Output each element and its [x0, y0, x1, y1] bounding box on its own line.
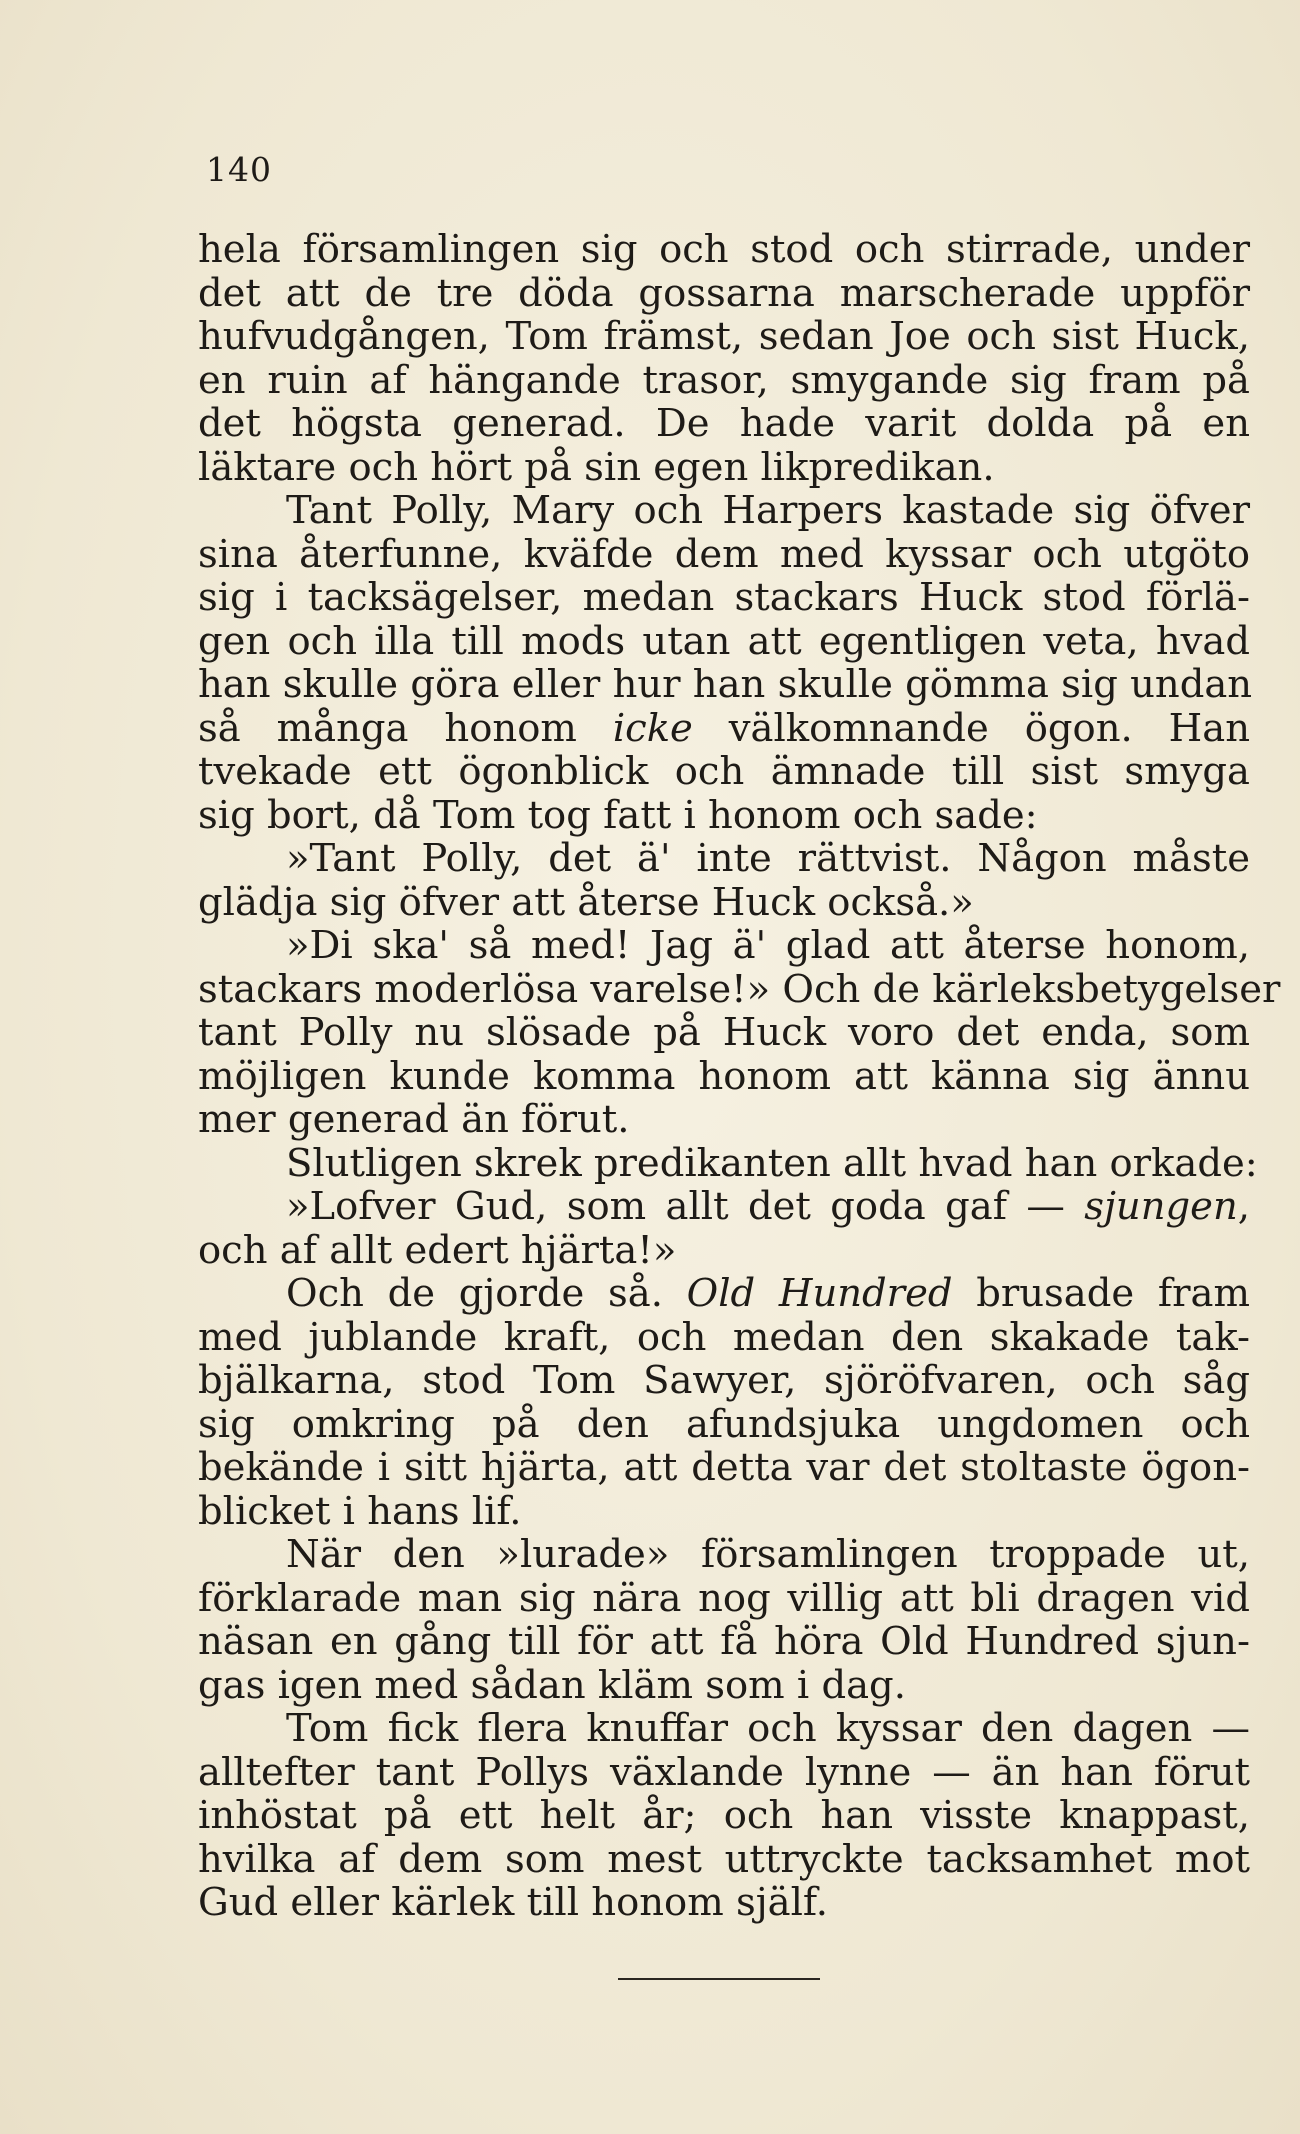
text-run: »Lofver Gud, som allt det goda gaf — — [286, 1184, 1085, 1229]
italic-word: icke — [612, 705, 693, 751]
text-line: sig i tacksägelser, medan stackars Huck stod förlä- — [198, 575, 1250, 620]
text-run: välkomnande ögon. Han — [692, 705, 1250, 751]
text-line: möjligen kunde komma honom att känna sig ännu — [198, 1053, 1250, 1099]
text-line: gen och illa till mods utan att egentligen veta, hvad — [198, 618, 1250, 664]
text-line: läktare och hört på sin egen likpredikan. — [198, 444, 995, 490]
text-line: sig omkring på den afundsjuka ungdomen och — [198, 1401, 1250, 1447]
text-line: bjälkarna, stod Tom Sawyer, sjöröfvaren, och såg — [198, 1358, 1250, 1403]
text-line: inhöstat på ett helt år; och han visste knappast, — [198, 1793, 1250, 1838]
text-line: tant Polly nu slösade på Huck voro det enda, som — [198, 1010, 1250, 1055]
text-line: blicket i hans lif. — [198, 1488, 522, 1534]
text-line: Gud eller kärlek till honom själf. — [198, 1880, 829, 1925]
text-line: med jublande kraft, och medan den skakade tak- — [198, 1314, 1250, 1360]
italic-word: sjungen — [1084, 1184, 1238, 1229]
text-line: han skulle göra eller hur han skulle gömma sig undan — [198, 662, 1253, 707]
text-line — [198, 1185, 1250, 1229]
text-line: bekände i sitt hjärta, att detta var det stoltaste ögon- — [198, 1445, 1250, 1490]
text-line: näsan en gång till för att få höra Old Hundred sjun- — [198, 1619, 1250, 1664]
text-line: gas igen med sådan kläm som i dag. — [198, 1662, 906, 1708]
text-line: Slutligen skrek predikanten allt hvad han orkade: — [286, 1140, 1258, 1186]
text-line: Tant Polly, Mary och Harpers kastade sig öfver — [286, 488, 1250, 533]
text-run: Och de gjorde så. — [286, 1271, 687, 1316]
chapter-end-rule — [618, 1978, 820, 1980]
text-line: När den »lurade» församlingen troppade ut, — [286, 1532, 1250, 1577]
italic-title: Old Hundred — [686, 1271, 953, 1316]
text-line: hufvudgången, Tom främst, sedan Joe och sist Huck, — [198, 314, 1250, 359]
page-number: 140 — [206, 150, 272, 189]
text-line: en ruin af hängande trasor, smygande sig fram på — [198, 357, 1250, 403]
text-line: och af allt edert hjärta!» — [198, 1227, 677, 1273]
text-line: Tom fick flera knuffar och kyssar den dagen — — [286, 1706, 1250, 1751]
text-run: brusade fram — [952, 1271, 1250, 1316]
text-line — [198, 707, 1250, 751]
text-line: det högsta generad. De hade varit dolda på en — [198, 401, 1250, 446]
text-line: glädja sig öfver att återse Huck också.» — [198, 879, 974, 925]
text-line: »Tant Polly, det ä' inte rättvist. Någon måste — [286, 836, 1250, 881]
text-line: sig bort, då Tom tog fatt i honom och sade: — [198, 792, 1038, 838]
text-line: hvilka af dem som mest uttryckte tacksamhet mot — [198, 1836, 1250, 1882]
text-line: mer generad än förut. — [198, 1097, 630, 1142]
text-line: det att de tre döda gossarna marscherade uppför — [198, 270, 1250, 316]
text-line: sina återfunne, kväfde dem med kyssar och utgöto — [198, 531, 1250, 577]
body-text — [198, 227, 1281, 1925]
text-line: tvekade ett ögonblick och ämnade till sist smyga — [198, 749, 1250, 794]
text-run: så många honom — [198, 705, 613, 751]
text-run: , — [1237, 1184, 1250, 1229]
text-line — [198, 1272, 1250, 1316]
text-line: alltefter tant Pollys växlande lynne — än han förut — [198, 1749, 1250, 1795]
text-line: stackars moderlösa varelse!» Och de kärleksbetygelser — [198, 966, 1281, 1012]
text-line: »Di ska' så med! Jag ä' glad att återse honom, — [286, 923, 1250, 968]
text-line: hela församlingen sig och stod och stirrade, under — [198, 227, 1250, 272]
text-line: förklarade man sig nära nog villig att bli dragen vid — [198, 1575, 1250, 1621]
